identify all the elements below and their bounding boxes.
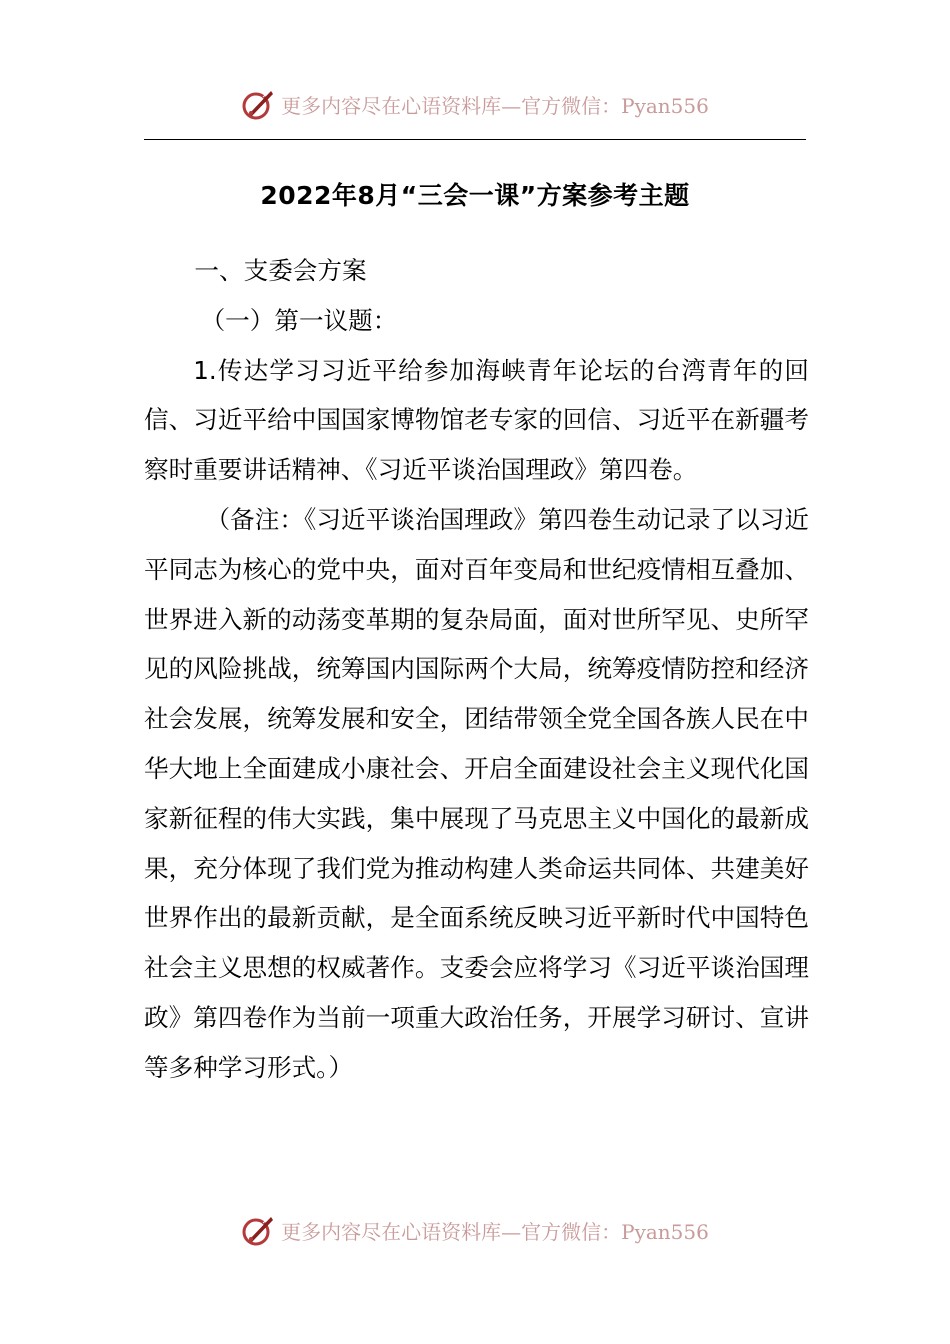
page-footer — [0, 1208, 950, 1252]
note-paragraph: （备注：《习近平谈治国理政》第四卷生动记录了以习近平同志为核心的党中央，面对百年变局和世纪疫情相互叠加、世界进入新的动荡变革期的复杂局面，面对世所罕见、史所罕见的风险挑战，统筹国内国际两个大局，统筹疫情防控和经济社会发展，统筹发展和安全，团结带领全党全国各族人民在中华大地上全面建成小康社会、开启全面建设社会主义现代化国家新征程的伟大实践，集中展现了马克思主义中国化的最新成果，充分体现了我们党为推动构建人类命运共同体、共建美好世界作出的最新贡献，是全面系统反映习近平新时代中国特色社会主义思想的权威著作。支委会应将学习《习近平谈治国理政》第四卷作为当前一项重大政治任务，开展学习研讨、宣讲等多种学习形式。） — [144, 504, 809, 1082]
quill-pen-logo-icon — [241, 1213, 275, 1247]
footer-brand-text: 更多内容尽在心语资料库—官方微信：Pyan556 — [281, 1219, 709, 1244]
document-body — [144, 246, 809, 1093]
quill-pen-logo-icon — [241, 87, 275, 121]
header-divider — [144, 139, 806, 140]
document-title: 2022年8月“三会一课”方案参考主题 — [260, 181, 690, 210]
page-header — [0, 82, 950, 126]
item-1-paragraph: 1.传达学习习近平给参加海峡青年论坛的台湾青年的回信、习近平给中国国家博物馆老专家的回信、习近平在新疆考察时重要讲话精神、《习近平谈治国理政》第四卷。 — [144, 355, 809, 485]
header-brand-text: 更多内容尽在心语资料库—官方微信：Pyan556 — [281, 93, 709, 118]
sub-heading: （一）第一议题： — [200, 305, 398, 335]
section-heading: 一、支委会方案 — [194, 256, 367, 285]
